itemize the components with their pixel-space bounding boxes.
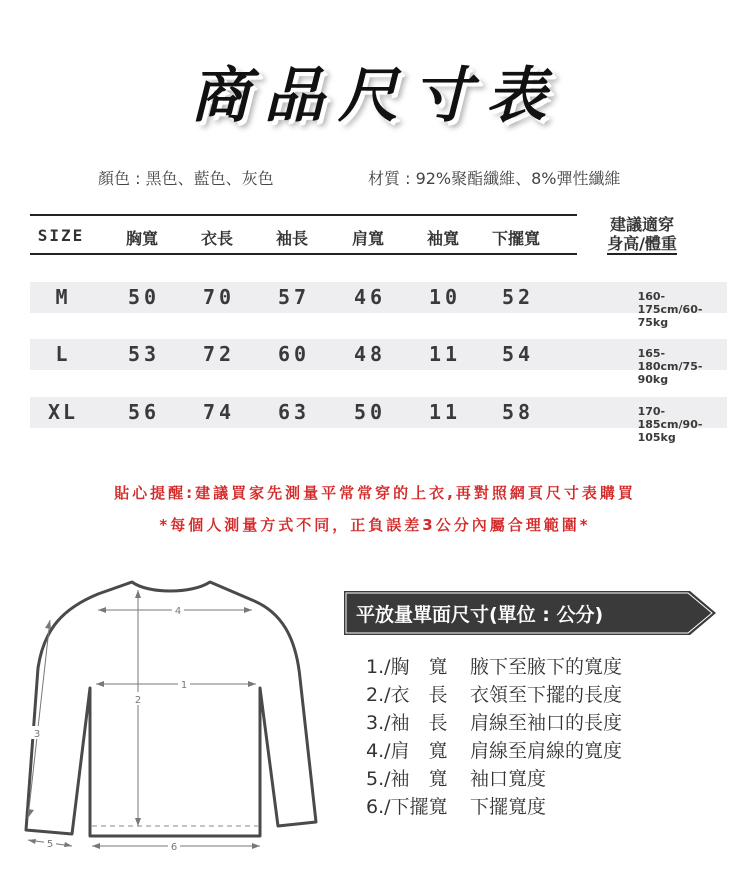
list-item — [366, 737, 622, 765]
row-hem: 54 — [501, 342, 535, 366]
table-row — [30, 339, 727, 386]
row-chest: 50 — [127, 285, 161, 309]
measure-name: 5./袖 寬 — [366, 768, 448, 790]
row-sleeve-width: 10 — [428, 285, 462, 309]
page-title: 商品尺寸表 — [190, 61, 560, 131]
measure-desc: 肩線至肩線的寬度 — [470, 740, 623, 762]
header-recommend-line2: 身高/體重 — [607, 234, 677, 253]
measurement-list — [366, 653, 622, 821]
diagram-label-1: 1 — [180, 680, 188, 691]
diagram-label-2: 2 — [134, 695, 142, 706]
row-length: 70 — [202, 285, 236, 309]
header-recommend — [578, 215, 706, 253]
header-chest: 胸寬 — [125, 229, 159, 248]
row-hem: 58 — [501, 400, 535, 424]
row-length: 72 — [202, 342, 236, 366]
table-row — [30, 397, 727, 444]
header-sleeve-width: 袖寬 — [426, 229, 460, 248]
row-length: 74 — [202, 400, 236, 424]
row-recommend: 165-180cm/75-90kg — [637, 347, 703, 386]
reminder-line1: 貼心提醒:建議買家先測量平常常穿的上衣,再對照網頁尺寸表購買 — [114, 484, 636, 502]
diagram-label-3: 3 — [33, 729, 41, 740]
measure-name: 6./下擺寬 — [366, 796, 448, 818]
diagram-label-4: 4 — [174, 606, 182, 617]
measure-name: 3./袖 長 — [366, 712, 448, 734]
list-item — [366, 653, 622, 681]
header-recommend-line1: 建議適穿 — [609, 215, 674, 234]
row-size: M — [55, 285, 71, 309]
list-item — [366, 709, 622, 737]
header-length: 衣長 — [200, 229, 234, 248]
header-size: SIZE — [37, 226, 85, 245]
header-bottom-line — [30, 253, 577, 255]
row-shoulder: 50 — [353, 400, 387, 424]
measure-name: 2./衣 長 — [366, 684, 448, 706]
row-sleeve: 60 — [277, 342, 311, 366]
row-chest: 56 — [127, 400, 161, 424]
header-shoulder: 肩寬 — [351, 229, 385, 248]
row-size: L — [55, 342, 71, 366]
row-recommend: 160-175cm/60-75kg — [637, 290, 703, 329]
header-sleeve: 袖長 — [275, 229, 309, 248]
measure-desc: 肩線至袖口的長度 — [470, 712, 623, 734]
row-sleeve: 63 — [277, 400, 311, 424]
measure-desc: 下擺寬度 — [470, 796, 547, 818]
reminder-line2: *每個人測量方式不同，正負誤差3公分內屬合理範圍* — [159, 516, 591, 534]
row-sleeve-width: 11 — [428, 342, 462, 366]
measure-banner: 平放量單面尺寸(單位 : 公分) — [356, 604, 604, 626]
row-shoulder: 46 — [353, 285, 387, 309]
row-recommend: 170-185cm/90-105kg — [637, 405, 703, 444]
row-chest: 53 — [127, 342, 161, 366]
diagram-label-6: 6 — [170, 842, 178, 853]
row-sleeve: 57 — [277, 285, 311, 309]
measure-desc: 腋下至腋下的寬度 — [470, 656, 623, 678]
garment-diagram — [20, 568, 320, 864]
row-shoulder: 48 — [353, 342, 387, 366]
row-hem: 52 — [501, 285, 535, 309]
row-sleeve-width: 11 — [428, 400, 462, 424]
table-row — [30, 282, 727, 329]
diagram-label-5: 5 — [46, 839, 54, 850]
header-hem: 下擺寬 — [491, 229, 541, 248]
list-item — [366, 793, 622, 821]
measure-desc: 衣領至下擺的長度 — [470, 684, 623, 706]
fabric-info: 材質 : 92%聚酯纖維、8%彈性纖維 — [368, 169, 621, 188]
measure-desc: 袖口寬度 — [470, 768, 547, 790]
list-item — [366, 681, 622, 709]
header-top-line — [30, 214, 577, 216]
color-info: 顏色 : 黑色、藍色、灰色 — [98, 169, 274, 188]
row-size: XL — [47, 400, 79, 424]
list-item — [366, 765, 622, 793]
garment-outline — [26, 582, 316, 836]
measure-name: 1./胸 寬 — [366, 656, 448, 678]
measure-name: 4./肩 寬 — [366, 740, 448, 762]
